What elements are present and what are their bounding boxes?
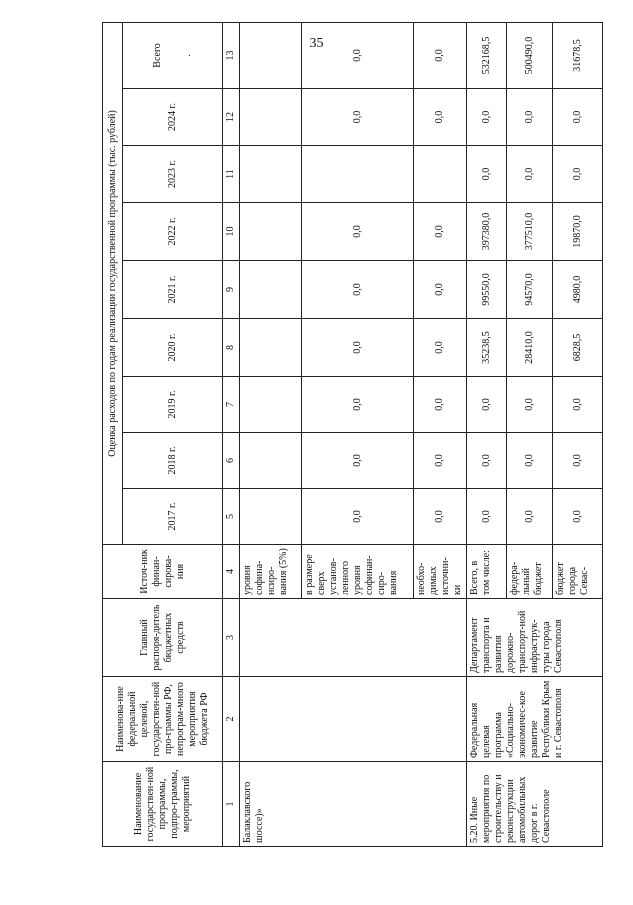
header-year-2020: 2020 г.	[123, 319, 223, 377]
row520-budget-manager: Департамент транспорта и развития дорожно-транспорт-ной инфраструк-туры города Севастополя	[467, 599, 603, 677]
header-year-2019: 2019 г.	[123, 377, 223, 433]
value-cell: 0,0	[507, 377, 553, 433]
value-cell: 0,0	[414, 22, 467, 88]
col-index: 2	[223, 677, 240, 762]
value-cell: 0,0	[302, 261, 414, 319]
value-cell: 6828,5	[553, 319, 603, 377]
value-cell: 0,0	[414, 261, 467, 319]
value-cell: 0,0	[302, 22, 414, 88]
value-cell: 28410,0	[507, 319, 553, 377]
rotated-table-container	[102, 36, 590, 847]
header-year-2017: 2017 г.	[123, 489, 223, 545]
row520-federal-program: Федеральная целевая программа «Социально-экономичес-кое развитие Республики Крым и г. Севастополя	[467, 677, 603, 762]
cont-source-c: необхо-димых источни-ки	[414, 545, 467, 599]
value-cell: 94570,0	[507, 261, 553, 319]
column-index-row	[223, 22, 240, 846]
col-index: 7	[223, 377, 240, 433]
value-cell: 0,0	[302, 203, 414, 261]
value-cell: 0,0	[302, 489, 414, 545]
value-cell: 0,0	[414, 433, 467, 489]
value-cell: 0,0	[553, 489, 603, 545]
value-cell: 0,0	[302, 433, 414, 489]
header-total-mark: .	[181, 54, 193, 57]
header-program-name: Наименование государствен-ной программы, подпро-граммы, мероприятий	[103, 762, 223, 847]
value-cell: 35238,5	[467, 319, 507, 377]
value-cell: 0,0	[467, 489, 507, 545]
header-total-label: Всего	[151, 43, 163, 68]
col-index: 5	[223, 489, 240, 545]
value-cell: 500490,0	[507, 22, 553, 88]
col-index: 11	[223, 146, 240, 203]
header-year-2018: 2018 г.	[123, 433, 223, 489]
value-cell: 532168,5	[467, 22, 507, 88]
value-cell: 397380,0	[467, 203, 507, 261]
cont-budget-manager	[240, 599, 467, 677]
cont-federal-program	[240, 677, 467, 762]
value-cell: 19870,0	[553, 203, 603, 261]
value-cell: 0,0	[507, 489, 553, 545]
col-index: 13	[223, 22, 240, 88]
value-cell: 0,0	[414, 489, 467, 545]
value-cell: 0,0	[302, 319, 414, 377]
value-cell: 377510,0	[507, 203, 553, 261]
value-cell: 0,0	[467, 146, 507, 203]
header-total	[123, 22, 223, 88]
value-cell: 0,0	[467, 377, 507, 433]
page-number: 35	[309, 36, 324, 51]
cont-program-name: Балаклавского шоссе)»	[240, 762, 467, 847]
table-row	[467, 22, 507, 846]
value-cell: 0,0	[507, 89, 553, 146]
value-cell: 0,0	[553, 377, 603, 433]
value-cell	[414, 146, 467, 203]
col-index: 4	[223, 545, 240, 599]
value-cell: 0,0	[302, 377, 414, 433]
value-cell: 0,0	[302, 89, 414, 146]
value-cell: 4980,0	[553, 261, 603, 319]
header-year-2022: 2022 г.	[123, 203, 223, 261]
value-cell: 0,0	[467, 433, 507, 489]
table-row	[240, 22, 302, 846]
header-year-2024: 2024 г.	[123, 89, 223, 146]
value-cell: 0,0	[414, 89, 467, 146]
value-cell: 0,0	[414, 319, 467, 377]
value-cell: 0,0	[553, 89, 603, 146]
value-cell: 0,0	[553, 146, 603, 203]
header-group-row	[103, 22, 123, 846]
header-federal-program: Наименова-ние федеральной целевой, государствен-ной про-граммы РФ, непрограм-много мероприятия бюджета РФ	[103, 677, 223, 762]
value-cell	[302, 146, 414, 203]
value-cell: 0,0	[414, 203, 467, 261]
value-cell: 99550,0	[467, 261, 507, 319]
row520-source-city: бюджет города Севас-	[553, 545, 603, 599]
cont-source-b: в размере сверх установ-ленного уровня софинан-сиро-вания	[302, 545, 414, 599]
cont-source-a: уровня софина-нсиро-вания (5%)	[240, 545, 302, 599]
row520-source-federal: федера-льный бюджет	[507, 545, 553, 599]
header-funding-source: Источ-ник финан-сирова-ния	[103, 545, 223, 599]
col-index: 9	[223, 261, 240, 319]
header-budget-manager: Главный распоря-дитель бюджетных средств	[103, 599, 223, 677]
header-year-2021: 2021 г.	[123, 261, 223, 319]
row520-program-name: 5.20. Иные мероприятия по строительству и реконструкции автомобильных дорог в г. Севастополе	[467, 762, 603, 847]
header-year-2023: 2023 г.	[123, 146, 223, 203]
value-cell: 0,0	[414, 377, 467, 433]
col-index: 12	[223, 89, 240, 146]
value-cell: 0,0	[553, 433, 603, 489]
col-index: 8	[223, 319, 240, 377]
value-cell: 31678,5	[553, 22, 603, 88]
value-cell: 0,0	[507, 146, 553, 203]
col-index: 3	[223, 599, 240, 677]
value-cell: 0,0	[507, 433, 553, 489]
col-index: 1	[223, 762, 240, 847]
value-cell: 0,0	[467, 89, 507, 146]
col-index: 6	[223, 433, 240, 489]
row520-source-total: Всего, в том числе:	[467, 545, 507, 599]
col-index: 10	[223, 203, 240, 261]
header-expense-group: Оценка расходов по годам реализации государственной программы (тыс. рублей)	[103, 22, 123, 544]
expenses-table	[102, 22, 603, 847]
